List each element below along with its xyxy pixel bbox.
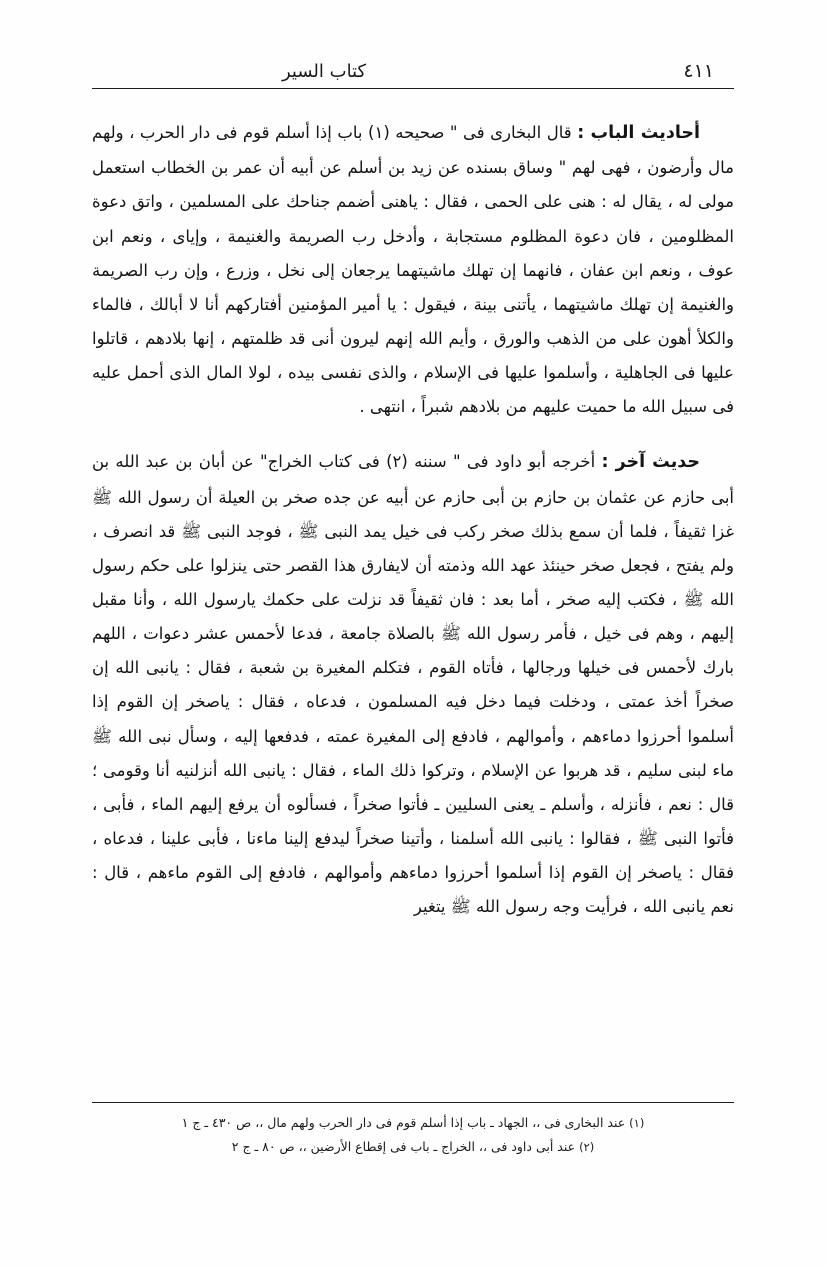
- paragraph-hadith-akhar: [92, 444, 734, 924]
- body-text: [92, 115, 734, 924]
- book-title: كتاب السير: [282, 61, 367, 82]
- page-header: [92, 60, 734, 82]
- footnote-marker: (٢): [579, 1139, 595, 1154]
- header-divider: [92, 88, 734, 89]
- paragraph-body: قال البخارى فى " صحيحه (١) باب إذا أسلم قوم فى دار الحرب ، ولهم مال وأرضون ، فهى لهم " وساق بسنده عن زيد بن أسلم عن أبيه أن عمر بن الخطاب استعمل مولى له ، يقال له : هنى على الحمى ، فقال : ياهنى أضمم جناحك على المسلمين ، واتق دعوة المظلومين ، فان دعوة المظلوم مستجابة ، وأدخل رب الصريمة والغنيمة ، وإياى ، ونعم ابن عوف ، ونعم ابن عفان ، فانهما إن تهلك ماشيتهما يرجعان إلى نخل ، وزرع ، وإن رب الصريمة والغنيمة إن تهلك ماشيتهما ، يأتنى بينة ، فيقول : يا أمير المؤمنين أفتاركهم أنا لا أبالك ، فالماء والكلأ أهون على من الذهب والورق ، وأيم الله إنهم ليرون أنى قد ظلمتهم ، إنها بلادهم ، قاتلوا عليها فى الجاهلية ، وأسلموا عليها فى الإسلام ، والذى نفسى بيده ، لولا المال الذى أحمل عليه فى سبيل الله ما حميت عليهم من بلادهم شبراً ، انتهى .: [92, 123, 734, 417]
- footnote-text: عند البخارى فى ،، الجهاد ـ باب إذا أسلم قوم فى دار الحرب ولهم مال ،، ص ٤٣٠ ـ ج ١: [181, 1115, 626, 1131]
- page-number: ٤١١: [683, 60, 714, 82]
- paragraph-ahadith-al-bab: [92, 115, 734, 424]
- footnote-marker: (١): [629, 1116, 645, 1131]
- footnotes-section: [92, 1102, 734, 1158]
- paragraph-lead-label: حديث آخر :: [601, 452, 700, 473]
- footnote-divider: [92, 1102, 734, 1103]
- footnote-item: [92, 1111, 734, 1134]
- page-content-area: [92, 60, 734, 1176]
- paragraph-body: أخرجه أبو داود فى " سننه (٢) فى كتاب الخراج" عن أبان بن عبد الله بن أبى حازم عن عثمان بن حازم بن أبى حازم عن أبيه عن جده صخر بن العيلة أن رسول الله ﷺ غزا ثقيفاً ، فلما أن سمع بذلك صخر ركب فى خيل يمد النبى ﷺ ، فوجد النبى ﷺ قد انصرف ، ولم يفتح ، فجعل صخر حينئذ عهد الله وذمته أن لايفارق هذا القصر حتى ينزلوا على حكم رسول الله ﷺ ، فكتب إليه صخر ، أما بعد : فان ثقيفاً قد نزلت على حكمك يارسول الله ، وأنا مقبل إليهم ، وهم فى خيل ، فأمر رسول الله ﷺ بالصلاة جامعة ، فدعا لأحمس عشر دعوات ، اللهم بارك لأحمس فى خيلها ورجالها ، فأتاه القوم ، فتكلم المغيرة بن شعبة ، فقال : يانبى الله إن صخراً أخذ عمتى ، ودخلت فيما دخل فيه المسلمون ، فدعاه ، فقال : ياصخر إن القوم إذا أسلموا أحرزوا دماءهم ، وأموالهم ، فادفع إلى المغيرة عمته ، فدفعها إليه ، وسأل نبى الله ﷺ ماء لبنى سليم ، قد هربوا عن الإسلام ، وتركوا ذلك الماء ، فقال : يانبى الله أنزلنيه أنا وقومى ؛ قال : نعم ، فأنزله ، وأسلم ـ يعنى السليين ـ فأتوا صخراً ، فسألوه أن يرفع إليهم الماء ، فأبى ، فأتوا النبى ﷺ ، فقالوا : يانبى الله أسلمنا ، وأتينا صخراً ليدفع إلينا ماءنا ، فأبى علينا ، فدعاه ، فقال : ياصخر إن القوم إذا أسلموا أحرزوا دماءهم وأموالهم ، فادفع إلى القوم ماءهم ، قال : نعم يانبى الله ، فرأيت وجه رسول الله ﷺ يتغير: [92, 452, 734, 917]
- footnote-item: [92, 1135, 734, 1158]
- footnote-text: عند أبى داود فى ،، الخراج ـ باب فى إقطاع الأرضين ،، ص ٨٠ ـ ج ٢: [231, 1138, 576, 1154]
- paragraph-lead-label: أحاديث الباب :: [577, 123, 701, 143]
